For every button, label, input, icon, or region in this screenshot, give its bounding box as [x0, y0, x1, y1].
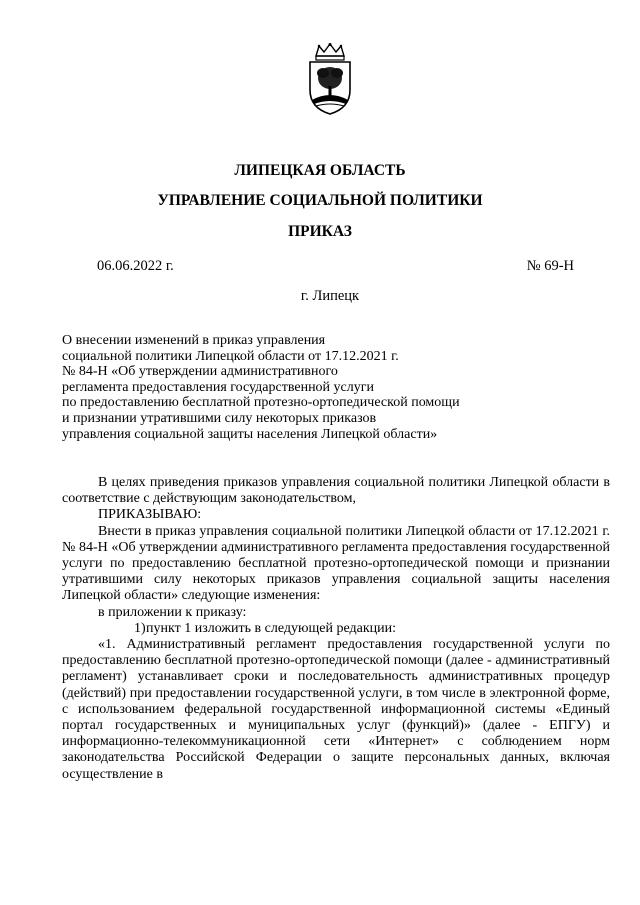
subject-line: № 84-Н «Об утверждении административного [62, 364, 338, 380]
region-heading: ЛИПЕЦКАЯ ОБЛАСТЬ [234, 162, 406, 179]
order-date: 06.06.2022 г. [97, 258, 174, 274]
amendment-paragraph: Внести в приказ управления социальной политики Липецкой области от 17.12.2021 г. № 84-Н «Об утверждении административного регламента предоставления государственной услуги по предоставлению бесплатной протезно-ортопедической помощи и признании утратившими силу некоторых приказов управления социальной защиты населения Липецкой области» следующие изменения: [62, 523, 610, 604]
order-directive: ПРИКАЗЫВАЮ: [98, 507, 202, 523]
new-wording-paragraph: «1. Административный регламент предоставления государственной услуги по предоставлению бесплатной протезно-ортопедической помощи (далее - административный регламент) устанавливает сроки и последовательность административных процедур (действий) при предоставлении государственной услуги, в том числе в электронной форме, с использованием федеральной государственной информационной системы «Единый портал государственных и муниципальных услуг (функций)» (далее - ЕПГУ) и информационно-телекоммуникационной сети «Интернет» с соблюдением норм законодательства Российской Федерации о защите персональных данных, включая осуществление в [62, 637, 610, 782]
preamble-paragraph: В целях приведения приказов управления социальной политики Липецкой области в соответствие с действующим законодательством, [62, 475, 610, 507]
subject-line: и признании утратившими силу некоторых приказов [62, 410, 377, 426]
subject-line: регламента предоставления государственной услуги [62, 379, 374, 395]
order-subject [62, 333, 582, 442]
doc-type-heading: ПРИКАЗ [288, 223, 352, 240]
appendix-paragraph: в приложении к приказу: [98, 604, 247, 620]
order-number: № 69-Н [526, 258, 574, 274]
coat-of-arms-emblem [300, 42, 360, 116]
list-item [62, 621, 610, 637]
item-number: 1) [134, 620, 146, 636]
department-heading: УПРАВЛЕНИЕ СОЦИАЛЬНОЙ ПОЛИТИКИ [157, 192, 483, 209]
subject-line: управления социальной защиты населения Липецкой области» [62, 426, 438, 442]
subject-line: по предоставлению бесплатной протезно-ортопедической помощи [62, 395, 460, 411]
order-city: г. Липецк [300, 288, 360, 304]
subject-line: О внесении изменений в приказ управления [62, 333, 326, 348]
item-text: пункт 1 изложить в следующей редакции: [146, 620, 396, 636]
order-body [62, 475, 610, 783]
subject-line: социальной политики Липецкой области от 17.12.2021 г. [62, 348, 399, 364]
